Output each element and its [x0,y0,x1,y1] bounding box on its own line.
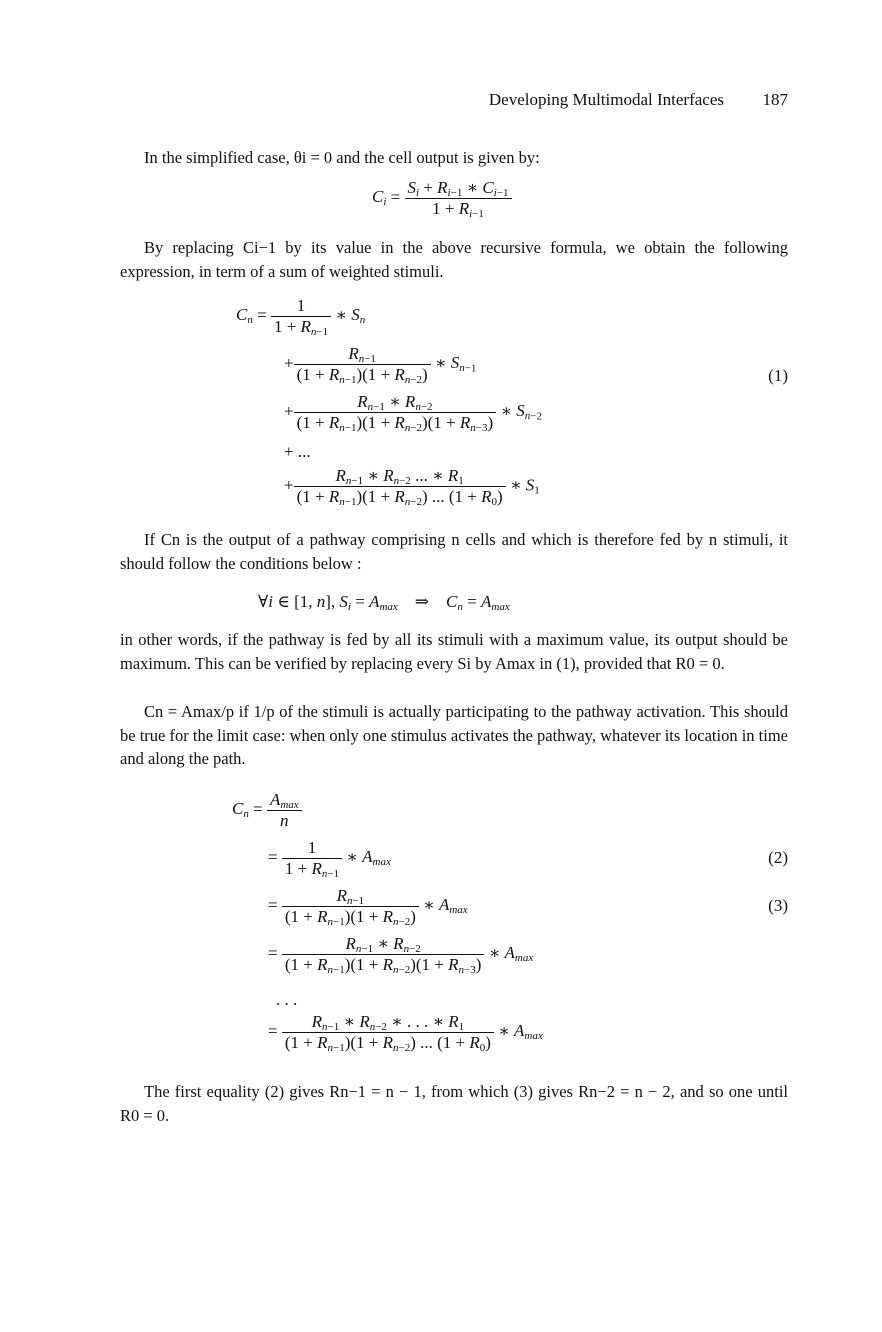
paragraph-5: Cn = Amax/p if 1/p of the stimuli is actually participating to the pathway activation. This should be true for the limit case: when only one stimulus activates the pathway, whatever its location in time and along the path. [120,702,788,768]
equation-condition: ∀i ∈ [1, n], $S_i = A_{max}$ ⇒ $C_n = A_{max}$ [258,592,510,613]
paragraph-1: In the simplified case, θi = 0 and the cell output is given by: [144,148,540,167]
page-number: 187 [762,90,788,109]
equation-ci: $C_i$ = $\frac{S_i + R_{i-1} ∗ C_{i-1}}{1 + R_{i-1}}$ [372,178,512,219]
equation-block-1: $C_n$ = $\frac{1}{1 + R_{n-1}}$ ∗ $S_n$ + $\frac{R_{n-1}}{(1 + R_{n-1})(1 + R_{n-2})}$ ∗ $S_{n-1}$ + $\frac{R_{n-1} ∗ R_{n-2}}{(1 + R_{n-1})(1 + R_{n-2})(1 + R_{n-3})}$ ∗ $S_{n-2}$ + ... + $\frac{R_{n-1} ∗ R_{n-2} ... ∗ R_1}{(1 + R_{n-1})(1 + R_{n-2}) ... (1 + R_0)}$ ∗ $S_1$ [236,296,542,508]
paragraph-3: If Cn is the output of a pathway comprising n cells and which is therefore fed by n stimuli, it should follow the conditions below : [120,530,788,573]
running-header-title: Developing Multimodal Interfaces [488,90,724,109]
running-header [120,90,788,116]
paragraph-4: in other words, if the pathway is fed by all its stimuli with a maximum value, its output should be maximum. This can be verified by replacing every Si by Amax in (1), provided that R0 = 0. [120,630,788,673]
equation-number-3: (3) [768,896,788,915]
paragraph-2: By replacing Ci−1 by its value in the above recursive formula, we obtain the following expression, in term of a sum of weighted stimuli. [120,238,788,281]
equation-number-1: (1) [768,366,788,385]
equation-number-2: (2) [768,848,788,867]
paragraph-6: The first equality (2) gives Rn−1 = n − 1, from which (3) gives Rn−2 = n − 2, and so one until R0 = 0. [120,1082,788,1125]
equation-block-2: $C_n$ = $\frac{A_{max}}{n}$ = $\frac{1}{1 + R_{n-1}}$ ∗ $A_{max}$ = $\frac{R_{n-1}}{(1 + R_{n-1})(1 + R_{n-2})}$ ∗ $A_{max}$ = $\frac{R_{n-1} ∗ R_{n-2}}{(1 + R_{n-1})(1 + R_{n-2})(1 + R_{n-3})}$ ∗ $A_{max}$ . . . = $\frac{R_{n-1} ∗ R_{n-2} ∗ . . . ∗ R_1}{(1 + R_{n-1})(1 + R_{n-2}) ... (1 + R_0)}$ ∗ $A_{max}$ [232,790,543,1054]
